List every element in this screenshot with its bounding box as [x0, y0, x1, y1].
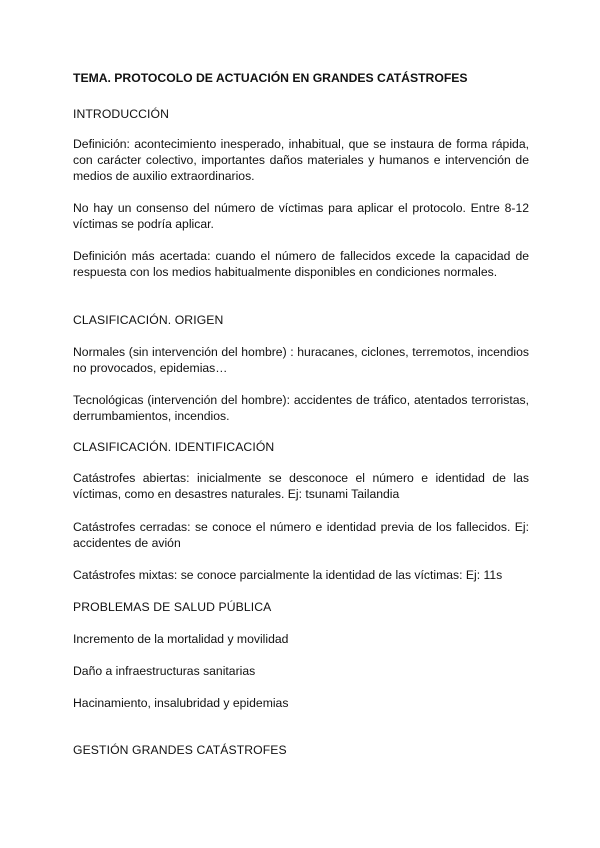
paragraph-catastrofes-mixtas: Catástrofes mixtas: se conoce parcialmente la identidad de las víctimas: Ej: 11s — [73, 568, 503, 582]
paragraph-consenso-victimas: No hay un consenso del número de víctimas para aplicar el protocolo. Entre 8-12 víctimas se podría aplicar. — [73, 201, 529, 231]
paragraph-tecnologicas: Tecnológicas (intervención del hombre): accidentes de tráfico, atentados terroristas, derrumbamientos, incendios. — [73, 393, 529, 423]
list-item-hacinamiento: Hacinamiento, insalubridad y epidemias — [73, 696, 289, 710]
paragraph-definicion: Definición: acontecimiento inesperado, inhabitual, que se instaura de forma rápida, con carácter colectivo, importantes daños materiales y humanos e intervención de medios de auxilio extraordinarios. — [73, 137, 529, 183]
paragraph-catastrofes-abiertas: Catástrofes abiertas: inicialmente se desconoce el número e identidad de las víctimas, como en desastres naturales. Ej: tsunami Tailandia — [73, 471, 529, 501]
document-title: TEMA. PROTOCOLO DE ACTUACIÓN EN GRANDES CATÁSTROFES — [73, 71, 468, 85]
paragraph-normales: Normales (sin intervención del hombre) : huracanes, ciclones, terremotos, incendios no provocados, epidemias… — [73, 345, 529, 375]
list-item-infraestructuras: Daño a infraestructuras sanitarias — [73, 664, 256, 678]
section-heading-clasificacion-origen: CLASIFICACIÓN. ORIGEN — [73, 313, 224, 327]
section-heading-problemas-salud: PROBLEMAS DE SALUD PÚBLICA — [73, 600, 272, 614]
section-heading-clasificacion-identificacion: CLASIFICACIÓN. IDENTIFICACIÓN — [73, 440, 275, 454]
section-heading-introduccion: INTRODUCCIÓN — [73, 107, 169, 121]
list-item-mortalidad: Incremento de la mortalidad y movilidad — [73, 632, 289, 646]
section-heading-gestion: GESTIÓN GRANDES CATÁSTROFES — [73, 743, 287, 757]
paragraph-definicion-acertada: Definición más acertada: cuando el número de fallecidos excede la capacidad de respuesta con los medios habitualmente disponibles en condiciones normales. — [73, 249, 529, 279]
paragraph-catastrofes-cerradas: Catástrofes cerradas: se conoce el número e identidad previa de los fallecidos. Ej: accidentes de avión — [73, 520, 529, 550]
